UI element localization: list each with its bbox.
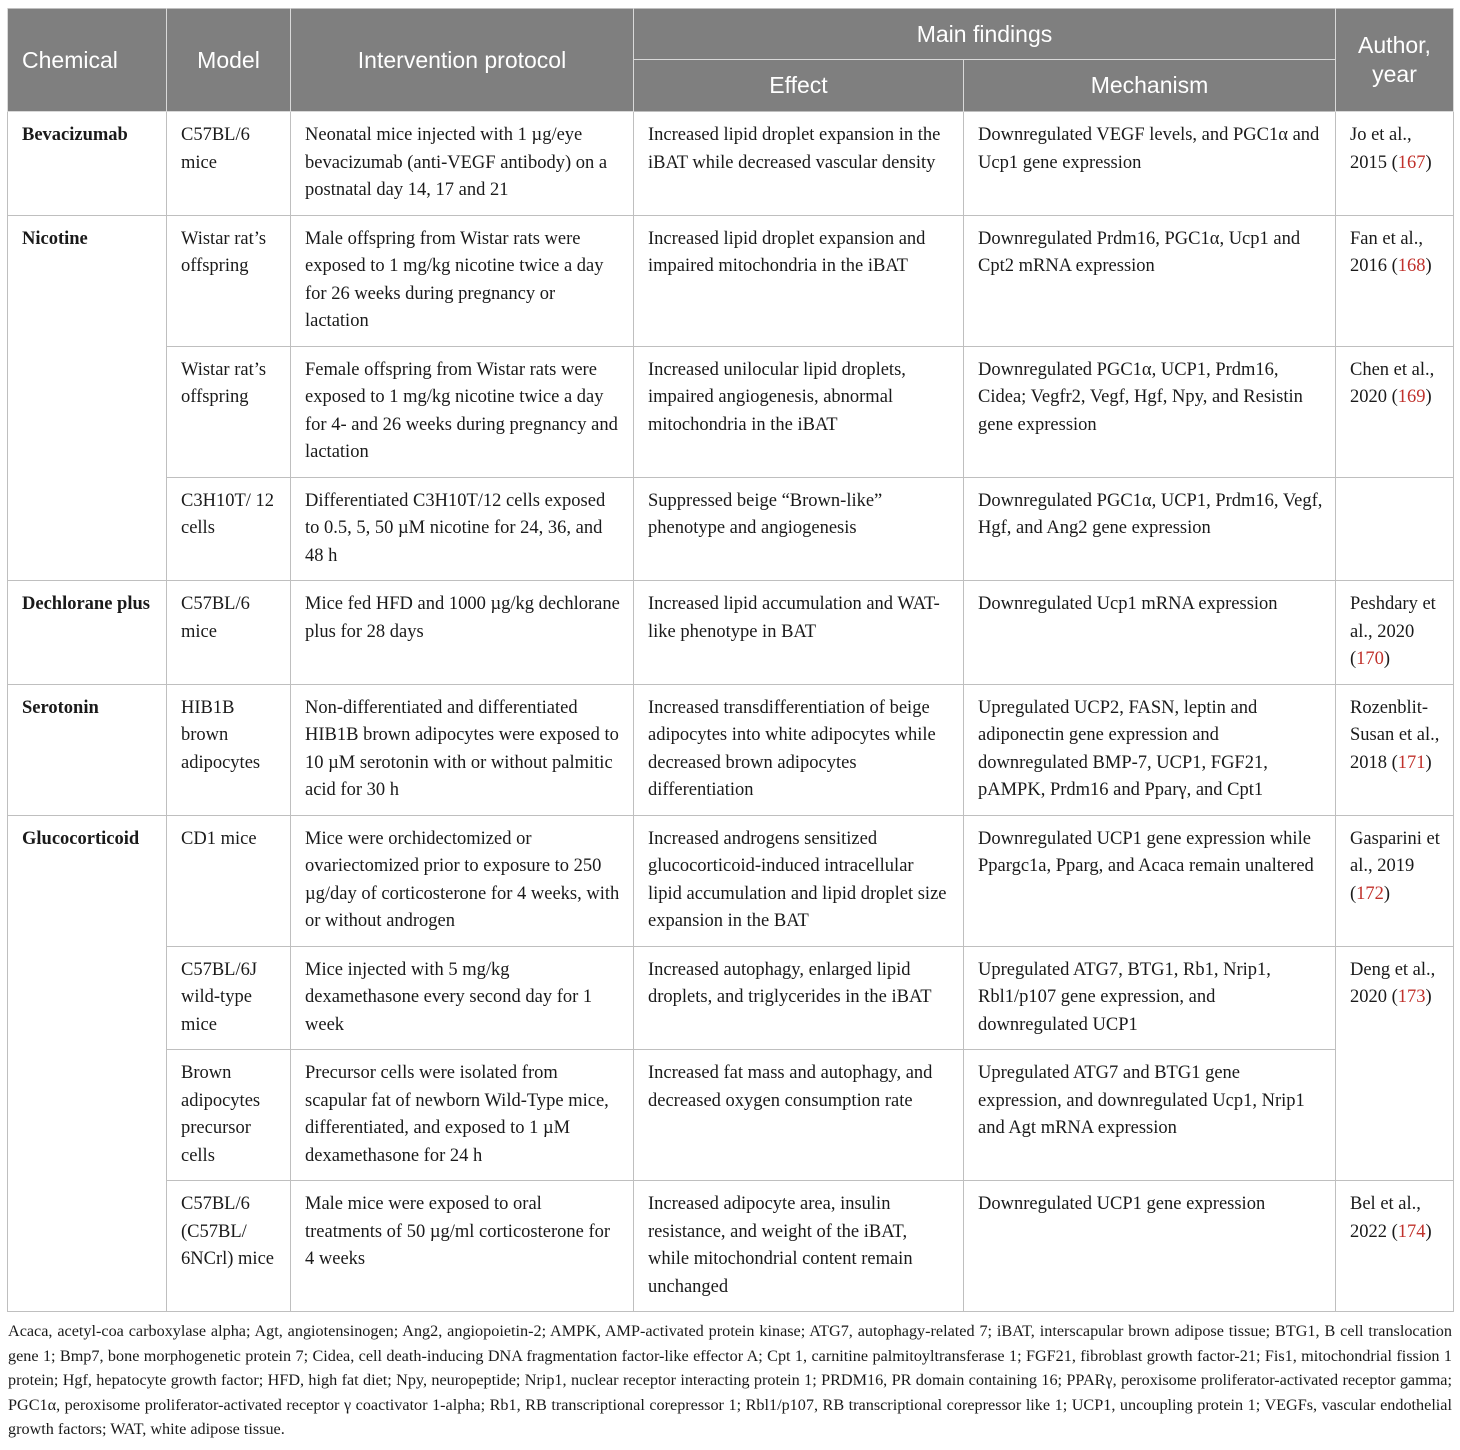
header-author: Author, year xyxy=(1336,9,1454,112)
intervention-cell: Male offspring from Wistar rats were exposed to 1 mg/kg nicotine twice a day for 26 weeks during pregnancy or lactation xyxy=(291,215,634,346)
header-intervention: Intervention protocol xyxy=(291,9,634,112)
table-row xyxy=(8,1181,1454,1312)
header-main-findings: Main findings xyxy=(634,9,1336,60)
intervention-cell: Differentiated C3H10T/12 cells exposed to 0.5, 5, 50 µM nicotine for 24, 36, and 48 h xyxy=(291,477,634,581)
model-cell: C57BL/6 mice xyxy=(167,112,291,216)
intervention-cell: Female offspring from Wistar rats were exposed to 1 mg/kg nicotine twice a day for 4- and 26 weeks during pregnancy and lactation xyxy=(291,346,634,477)
reference-link[interactable]: 167 xyxy=(1397,152,1426,173)
intervention-cell: Mice fed HFD and 1000 µg/kg dechlorane plus for 28 days xyxy=(291,581,634,685)
header-effect: Effect xyxy=(634,60,964,112)
effect-cell: Increased lipid droplet expansion and impaired mitochondria in the iBAT xyxy=(634,215,964,346)
close-paren: ) xyxy=(1383,649,1391,669)
author-text: Gasparini et al., 2019 ( xyxy=(1350,828,1440,904)
reference-link[interactable]: 171 xyxy=(1397,752,1426,773)
chemical-cell: Dechlorane plus xyxy=(8,581,167,685)
author-cell xyxy=(1336,1181,1454,1312)
header-model: Model xyxy=(167,9,291,112)
close-paren: ) xyxy=(1425,987,1432,1007)
effect-cell: Increased unilocular lipid droplets, impaired angiogenesis, abnormal mitochondria in the iBAT xyxy=(634,346,964,477)
reference-link[interactable]: 169 xyxy=(1397,387,1426,407)
reference-link[interactable]: 174 xyxy=(1397,1221,1426,1242)
effect-cell: Increased lipid accumulation and WAT-like phenotype in BAT xyxy=(634,581,964,685)
chemical-cell: Nicotine xyxy=(8,215,167,581)
effect-cell: Increased androgens sensitized glucocorticoid-induced intracellular lipid accumulation and lipid droplet size expansion in the BAT xyxy=(634,815,964,946)
author-cell xyxy=(1336,112,1454,216)
table-container xyxy=(7,8,1453,1442)
intervention-cell: Mice injected with 5 mg/kg dexamethasone every second day for 1 week xyxy=(291,946,634,1050)
table-footnote: Acaca, acetyl-coa carboxylase alpha; Agt, angiotensinogen; Ang2, angiopoietin-2; AMPK, AMP-activated protein kinase; ATG7, autophagy-related 7; iBAT, interscapular brown adipose tissue; BTG1, B cell translocation gene 1; Bmp7, bone morphogenetic protein 7; Cidea, cell death-inducing DNA fragmentation factor-like effector A; Cpt 1, carnitine palmitoyltransferase 1; FGF21, fibroblast growth factor-21; Fis1, mitochondrial fission 1 protein; Hgf, hepatocyte growth factor; HFD, high fat diet; Npy, neuropeptide; Nrip1, nuclear receptor interacting protein 1; PRDM16, PR domain containing 16; PPARγ, peroxisome proliferator-activated receptor gamma; PGC1α, peroxisome proliferator-activated receptor γ coactivator 1-alpha; Rb1, RB transcriptional corepressor 1; Rbl1/p107, RB transcriptional corepressor like 1; UCP1, uncoupling protein 1; VEGFs, vascular endothelial growth factors; WAT, white adipose tissue. xyxy=(8,1322,1452,1438)
close-paren: ) xyxy=(1425,387,1432,407)
model-cell: C57BL/6J wild-type mice xyxy=(167,946,291,1050)
author-cell xyxy=(1336,215,1454,346)
author-text: Fan et al., 2016 ( xyxy=(1350,228,1423,276)
chemical-cell: Glucocorticoid xyxy=(8,815,167,1312)
mechanism-cell: Upregulated UCP2, FASN, leptin and adiponectin gene expression and downregulated BMP-7, UCP1, FGF21, pAMPK, Prdm16 and Pparγ, and Cpt1 xyxy=(964,684,1336,815)
author-text: Deng et al., 2020 ( xyxy=(1350,959,1436,1007)
author-text: Peshdary et al., 2020 ( xyxy=(1350,594,1436,669)
author-cell xyxy=(1336,946,1454,1181)
author-text: Chen et al., 2020 ( xyxy=(1350,359,1435,407)
mechanism-cell: Downregulated PGC1α, UCP1, Prdm16, Cidea; Vegfr2, Vegf, Hgf, Npy, and Resistin gene expression xyxy=(964,346,1336,477)
mechanism-cell: Downregulated Prdm16, PGC1α, Ucp1 and Cpt2 mRNA expression xyxy=(964,215,1336,346)
table-row xyxy=(8,581,1454,685)
model-cell: Wistar rat’s offspring xyxy=(167,215,291,346)
table-row xyxy=(8,215,1454,346)
intervention-cell: Non-differentiated and differentiated HIB1B brown adipocytes were exposed to 10 µM serotonin with or without palmitic acid for 30 h xyxy=(291,684,634,815)
table-row xyxy=(8,112,1454,216)
model-cell: C3H10T/ 12 cells xyxy=(167,477,291,581)
close-paren: ) xyxy=(1425,152,1432,173)
model-cell: CD1 mice xyxy=(167,815,291,946)
close-paren: ) xyxy=(1425,1221,1432,1242)
model-cell: HIB1B brown adipocytes xyxy=(167,684,291,815)
author-cell xyxy=(1336,581,1454,685)
intervention-cell: Precursor cells were isolated from scapular fat of newborn Wild-Type mice, differentiated, and exposed to 1 µM dexamethasone for 24 h xyxy=(291,1050,634,1181)
table-row xyxy=(8,684,1454,815)
table-row xyxy=(8,477,1454,581)
effect-cell: Increased autophagy, enlarged lipid droplets, and triglycerides in the iBAT xyxy=(634,946,964,1050)
reference-link[interactable]: 172 xyxy=(1356,883,1384,904)
mechanism-cell: Upregulated ATG7, BTG1, Rb1, Nrip1, Rbl1/p107 gene expression, and downregulated UCP1 xyxy=(964,946,1336,1050)
mechanism-cell: Downregulated VEGF levels, and PGC1α and Ucp1 gene expression xyxy=(964,112,1336,216)
mechanism-cell: Downregulated PGC1α, UCP1, Prdm16, Vegf, Hgf, and Ang2 gene expression xyxy=(964,477,1336,581)
chemical-cell: Serotonin xyxy=(8,684,167,815)
header-mechanism: Mechanism xyxy=(964,60,1336,112)
author-text: Rozenblit-Susan et al., 2018 ( xyxy=(1350,697,1440,773)
table-row xyxy=(8,346,1454,477)
intervention-cell: Neonatal mice injected with 1 µg/eye bevacizumab (anti-VEGF antibody) on a postnatal day 14, 17 and 21 xyxy=(291,112,634,216)
effect-cell: Increased fat mass and autophagy, and decreased oxygen consumption rate xyxy=(634,1050,964,1181)
author-cell xyxy=(1336,815,1454,946)
mechanism-cell: Downregulated UCP1 gene expression while Ppargc1a, Pparg, and Acaca remain unaltered xyxy=(964,815,1336,946)
author-cell xyxy=(1336,346,1454,477)
mechanism-cell: Downregulated Ucp1 mRNA expression xyxy=(964,581,1336,685)
findings-table xyxy=(7,8,1454,1312)
close-paren: ) xyxy=(1425,256,1432,276)
model-cell: Wistar rat’s offspring xyxy=(167,346,291,477)
author-cell xyxy=(1336,684,1454,815)
model-cell: Brown adipocytes precursor cells xyxy=(167,1050,291,1181)
reference-link[interactable]: 173 xyxy=(1397,987,1426,1007)
close-paren: ) xyxy=(1425,752,1432,773)
effect-cell: Increased lipid droplet expansion in the iBAT while decreased vascular density xyxy=(634,112,964,216)
author-cell-empty xyxy=(1336,477,1454,581)
author-text: Bel et al., 2022 ( xyxy=(1350,1194,1421,1242)
mechanism-cell: Upregulated ATG7 and BTG1 gene expression, and downregulated Ucp1, Nrip1 and Agt mRNA expression xyxy=(964,1050,1336,1181)
effect-cell: Increased adipocyte area, insulin resistance, and weight of the iBAT, while mitochondrial content remain unchanged xyxy=(634,1181,964,1312)
close-paren: ) xyxy=(1383,883,1391,904)
header-chemical: Chemical xyxy=(8,9,167,112)
intervention-cell: Male mice were exposed to oral treatments of 50 µg/ml corticosterone for 4 weeks xyxy=(291,1181,634,1312)
table-row xyxy=(8,946,1454,1050)
table-row xyxy=(8,815,1454,946)
effect-cell: Suppressed beige “Brown-like” phenotype and angiogenesis xyxy=(634,477,964,581)
reference-link[interactable]: 168 xyxy=(1397,256,1426,276)
effect-cell: Increased transdifferentiation of beige adipocytes into white adipocytes while decreased brown adipocytes differentiation xyxy=(634,684,964,815)
table-row xyxy=(8,1050,1454,1181)
mechanism-cell: Downregulated UCP1 gene expression xyxy=(964,1181,1336,1312)
author-text: Jo et al., 2015 ( xyxy=(1350,125,1412,173)
reference-link[interactable]: 170 xyxy=(1356,649,1384,669)
intervention-cell: Mice were orchidectomized or ovariectomized prior to exposure to 250 µg/day of corticosterone for 4 weeks, with or without androgen xyxy=(291,815,634,946)
model-cell: C57BL/6 mice xyxy=(167,581,291,685)
chemical-cell: Bevacizumab xyxy=(8,112,167,216)
model-cell: C57BL/6 (C57BL/ 6NCrl) mice xyxy=(167,1181,291,1312)
